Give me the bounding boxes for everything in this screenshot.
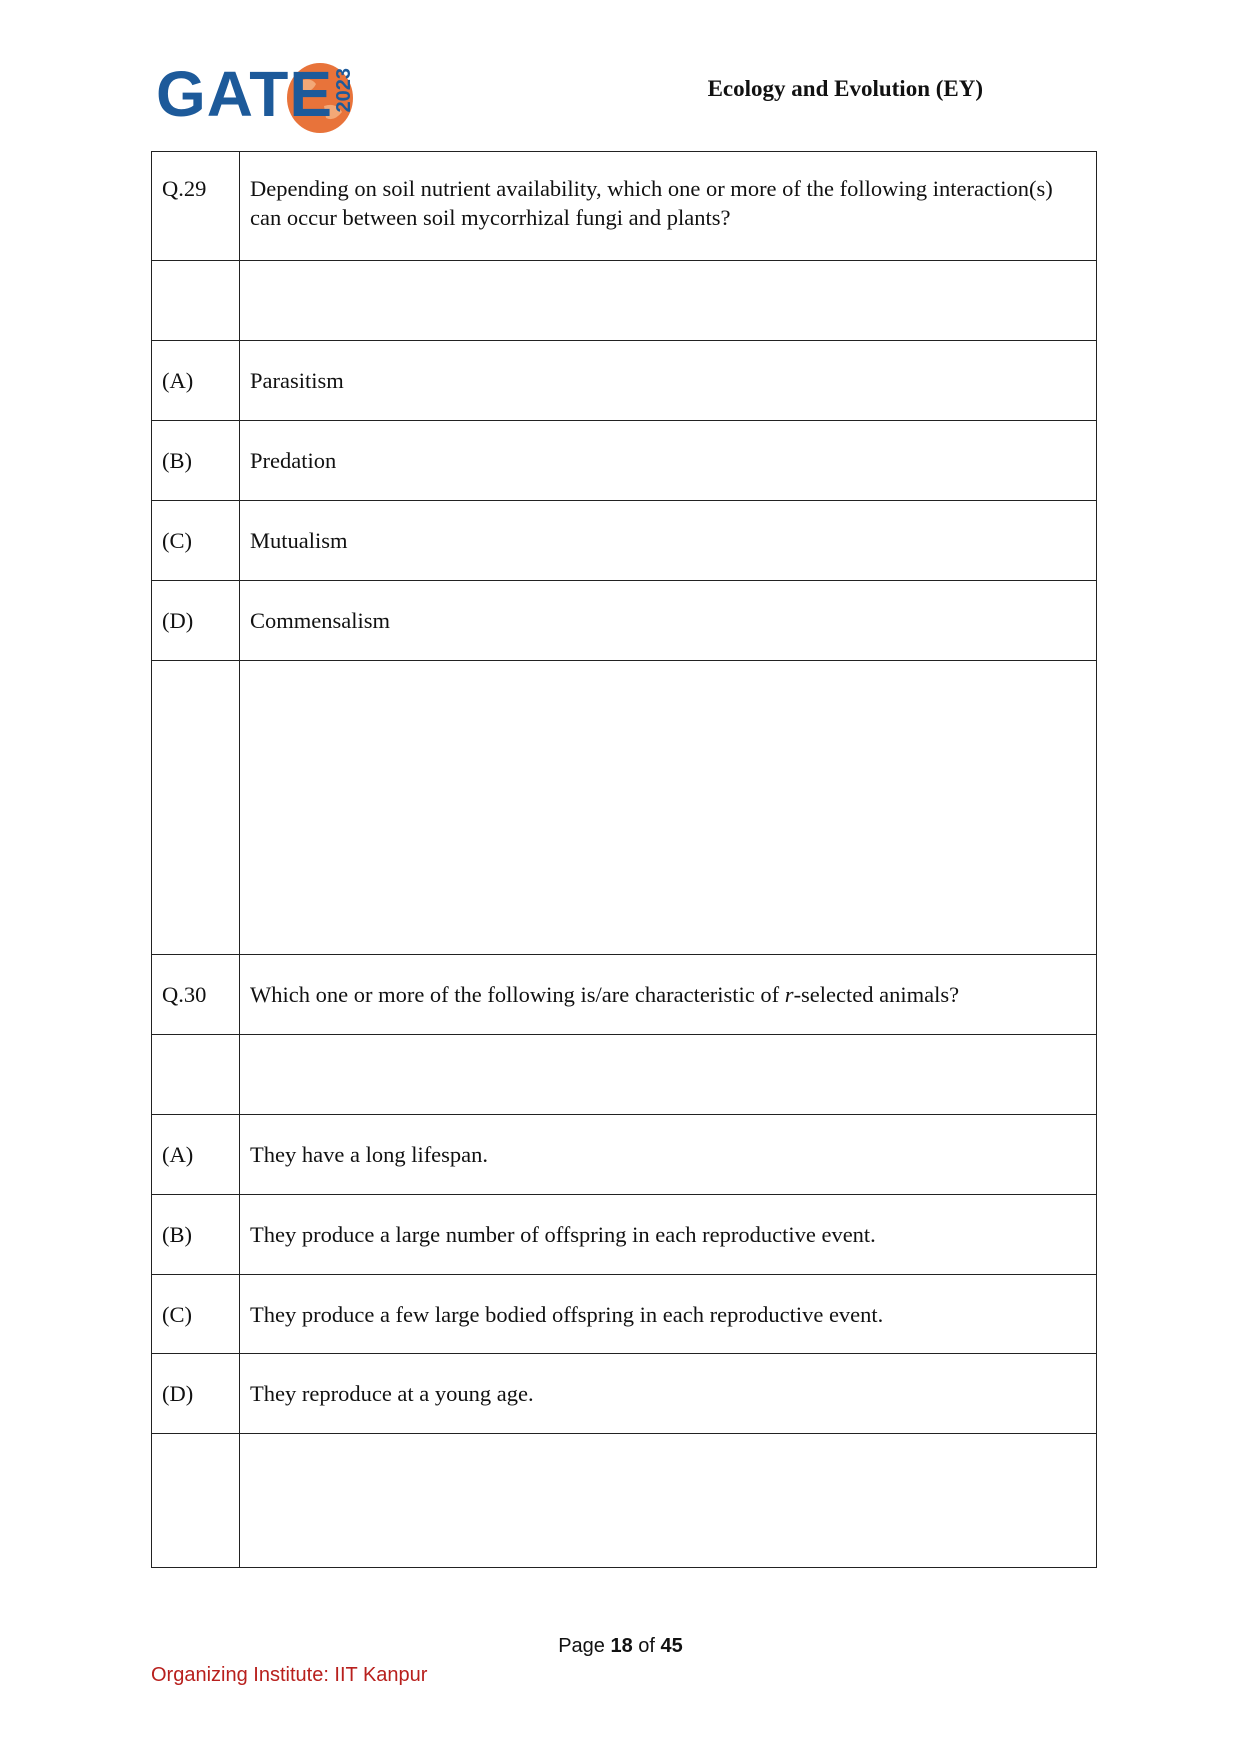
page-current: 18: [610, 1635, 633, 1657]
option-row: [152, 1115, 1097, 1195]
option-label: (A): [152, 341, 240, 421]
spacer-row: [152, 1035, 1097, 1115]
stem-italic: r: [784, 982, 794, 1007]
option-text: Mutualism: [240, 501, 1097, 581]
page-total: 45: [660, 1635, 683, 1657]
question-stem: [240, 955, 1097, 1035]
option-label: (A): [152, 1115, 240, 1195]
spacer-row: [152, 661, 1097, 955]
option-row: [152, 341, 1097, 421]
subject-title: Ecology and Evolution (EY): [707, 76, 983, 101]
option-label: (C): [152, 1275, 240, 1354]
gate-logo: [156, 58, 356, 138]
option-text: Parasitism: [240, 341, 1097, 421]
page-number: [0, 1635, 1241, 1658]
option-row: [152, 501, 1097, 581]
stem-before: Which one or more of the following is/are characteristic of: [250, 982, 785, 1007]
question-stem: Depending on soil nutrient availability, which one or more of the following interaction(s) can occur between soil mycorrhizal fungi and plants?: [240, 152, 1097, 261]
stem-after: -selected animals?: [793, 982, 960, 1007]
question-row: [152, 152, 1097, 261]
logo-word: GATE: [156, 58, 334, 130]
option-text: Commensalism: [240, 581, 1097, 661]
option-text: They reproduce at a young age.: [240, 1354, 1097, 1434]
option-text: They have a long lifespan.: [240, 1115, 1097, 1195]
organizing-institute: Organizing Institute: IIT Kanpur: [151, 1664, 428, 1686]
logo-year: 2023: [333, 68, 355, 113]
option-label: (C): [152, 501, 240, 581]
option-label: (B): [152, 421, 240, 501]
option-row: [152, 581, 1097, 661]
page-prefix: Page: [558, 1635, 605, 1657]
option-text: They produce a large number of offspring in each reproductive event.: [240, 1195, 1097, 1275]
option-text: They produce a few large bodied offspring in each reproductive event.: [240, 1275, 1097, 1354]
option-row: [152, 1354, 1097, 1434]
option-label: (B): [152, 1195, 240, 1275]
question-number: Q.30: [152, 955, 240, 1035]
question-table: [151, 151, 1097, 1568]
option-row: [152, 421, 1097, 501]
option-row: [152, 1195, 1097, 1275]
option-label: (D): [152, 1354, 240, 1434]
option-text: Predation: [240, 421, 1097, 501]
question-number: Q.29: [152, 152, 240, 261]
option-row: [152, 1275, 1097, 1354]
spacer-row: [152, 1434, 1097, 1568]
spacer-row: [152, 261, 1097, 341]
question-row: [152, 955, 1097, 1035]
option-label: (D): [152, 581, 240, 661]
page-of: of: [638, 1635, 655, 1657]
page-header: [0, 0, 1241, 150]
